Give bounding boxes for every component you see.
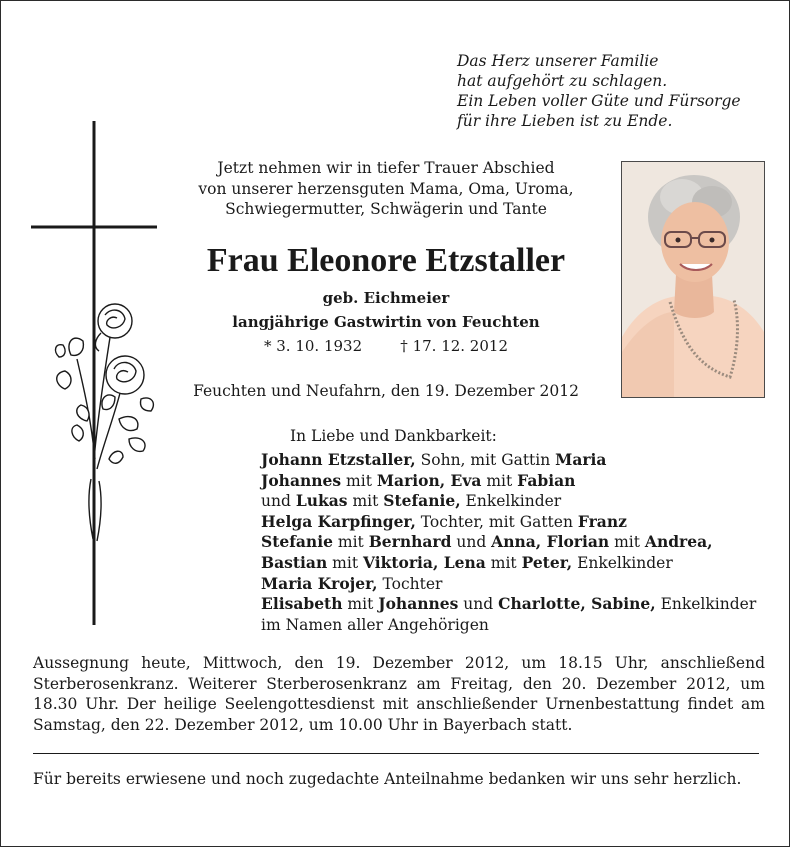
mourner-name: Charlotte, Sabine, (498, 594, 656, 614)
mourner-name: Maria (555, 450, 607, 469)
mourner-relation: mit (609, 533, 645, 552)
mourner-line (261, 532, 756, 553)
mourner-name: Johannes (378, 594, 459, 614)
mourner-relation: mit (342, 595, 379, 614)
life-dates (166, 336, 606, 356)
mourner-relation: mit (341, 471, 377, 490)
mourner-relation: im Namen aller Angehörigen (261, 615, 489, 634)
mourner-relation: Enkelkinder (572, 553, 673, 572)
mourner-relation: Sohn, mit Gattin (415, 451, 556, 469)
mourner-name: Franz (577, 511, 627, 531)
mourner-relation: und (451, 533, 492, 552)
mourner-name: Stefanie, (383, 491, 461, 511)
mourner-name: Andrea, (644, 532, 713, 552)
mourner-line (261, 553, 756, 574)
mourners-list (261, 450, 756, 635)
mourner-relation: mit (481, 471, 518, 490)
poem-line: Ein Leben voller Güte und Fürsorge (457, 92, 741, 110)
mourner-line (261, 574, 756, 595)
mourner-relation: Enkelkinder (655, 595, 757, 614)
portrait-photo (621, 161, 765, 398)
poem-line: hat aufgehört zu schlagen. (457, 72, 668, 90)
cross-with-roses-icon (29, 119, 161, 627)
portrait-illustration (622, 162, 764, 397)
death-date: † 17. 12. 2012 (400, 337, 508, 355)
mourner-name: Maria Krojer, (261, 573, 378, 593)
mourner-relation: Tochter, mit Gatten (415, 512, 578, 531)
mourner-relation: Tochter (377, 574, 443, 593)
closing-thanks: Für bereits erwiesene und noch zugedachte Anteilnahme bedanken wir uns sehr herzlich. (33, 770, 742, 788)
mourner-name: Lukas (295, 491, 348, 511)
mourner-name: Fabian (517, 470, 576, 490)
mourner-line (261, 491, 756, 512)
mourner-name: Marion, Eva (376, 470, 482, 490)
mourner-name: Stefanie (261, 532, 333, 552)
mourner-relation: und (261, 492, 296, 511)
intro-line: von unserer herzensguten Mama, Oma, Uroma, (198, 179, 574, 198)
mourner-relation: mit (485, 553, 522, 572)
mourner-line (261, 471, 756, 492)
occupation: langjährige Gastwirtin von Feuchten (232, 313, 540, 331)
deceased-name: Frau Eleonore Etzstaller (206, 242, 566, 279)
mourner-relation: mit (327, 553, 363, 572)
divider (33, 753, 759, 754)
intro-text (166, 158, 606, 220)
mourner-line (261, 512, 756, 533)
mourner-relation: mit (347, 492, 384, 511)
maiden-name: geb. Eichmeier (322, 289, 450, 307)
mourner-relation: Enkelkinder (460, 492, 562, 511)
mourner-relation: mit (332, 533, 369, 552)
poem-line: für ihre Lieben ist zu Ende. (457, 112, 673, 130)
mourner-line (261, 450, 756, 471)
intro-line: Jetzt nehmen wir in tiefer Trauer Abschied (217, 159, 555, 177)
mourner-relation: und (458, 595, 499, 614)
mourner-line (261, 594, 756, 615)
mourner-name: Bernhard (368, 532, 452, 552)
poem-line: Das Herz unserer Familie (457, 52, 659, 70)
mourner-line (261, 615, 756, 636)
birth-date: * 3. 10. 1932 (263, 337, 363, 355)
intro-line: Schwiegermutter, Schwägerin und Tante (225, 200, 547, 218)
mourner-name: Johann Etzstaller, (261, 450, 416, 469)
mourners-heading: In Liebe und Dankbarkeit: (290, 427, 497, 445)
ceremony-details: Aussegnung heute, Mittwoch, den 19. Dezember 2012, um 18.15 Uhr, anschließend Sterberosenkranz. Weiterer Sterberosenkranz am Freitag, den 20. Dezember 2012, um 18.30 Uhr. Der heilige Seelengottesdienst mit anschließender Urnenbestattung findet am Samstag, den 22. Dezember 2012, um 10.00 Uhr in Bayerbach statt. (33, 654, 765, 734)
mourner-name: Viktoria, Lena (362, 552, 486, 572)
mourner-name: Helga Karpfinger, (261, 511, 416, 531)
mourner-name: Elisabeth (261, 594, 343, 614)
mourner-name: Bastian (261, 552, 328, 572)
memorial-poem (457, 51, 741, 131)
mourner-name: Johannes (261, 470, 342, 490)
mourner-name: Anna, Florian (491, 532, 610, 552)
place-and-date: Feuchten und Neufahrn, den 19. Dezember 2012 (193, 382, 579, 400)
mourner-name: Peter, (521, 552, 573, 572)
